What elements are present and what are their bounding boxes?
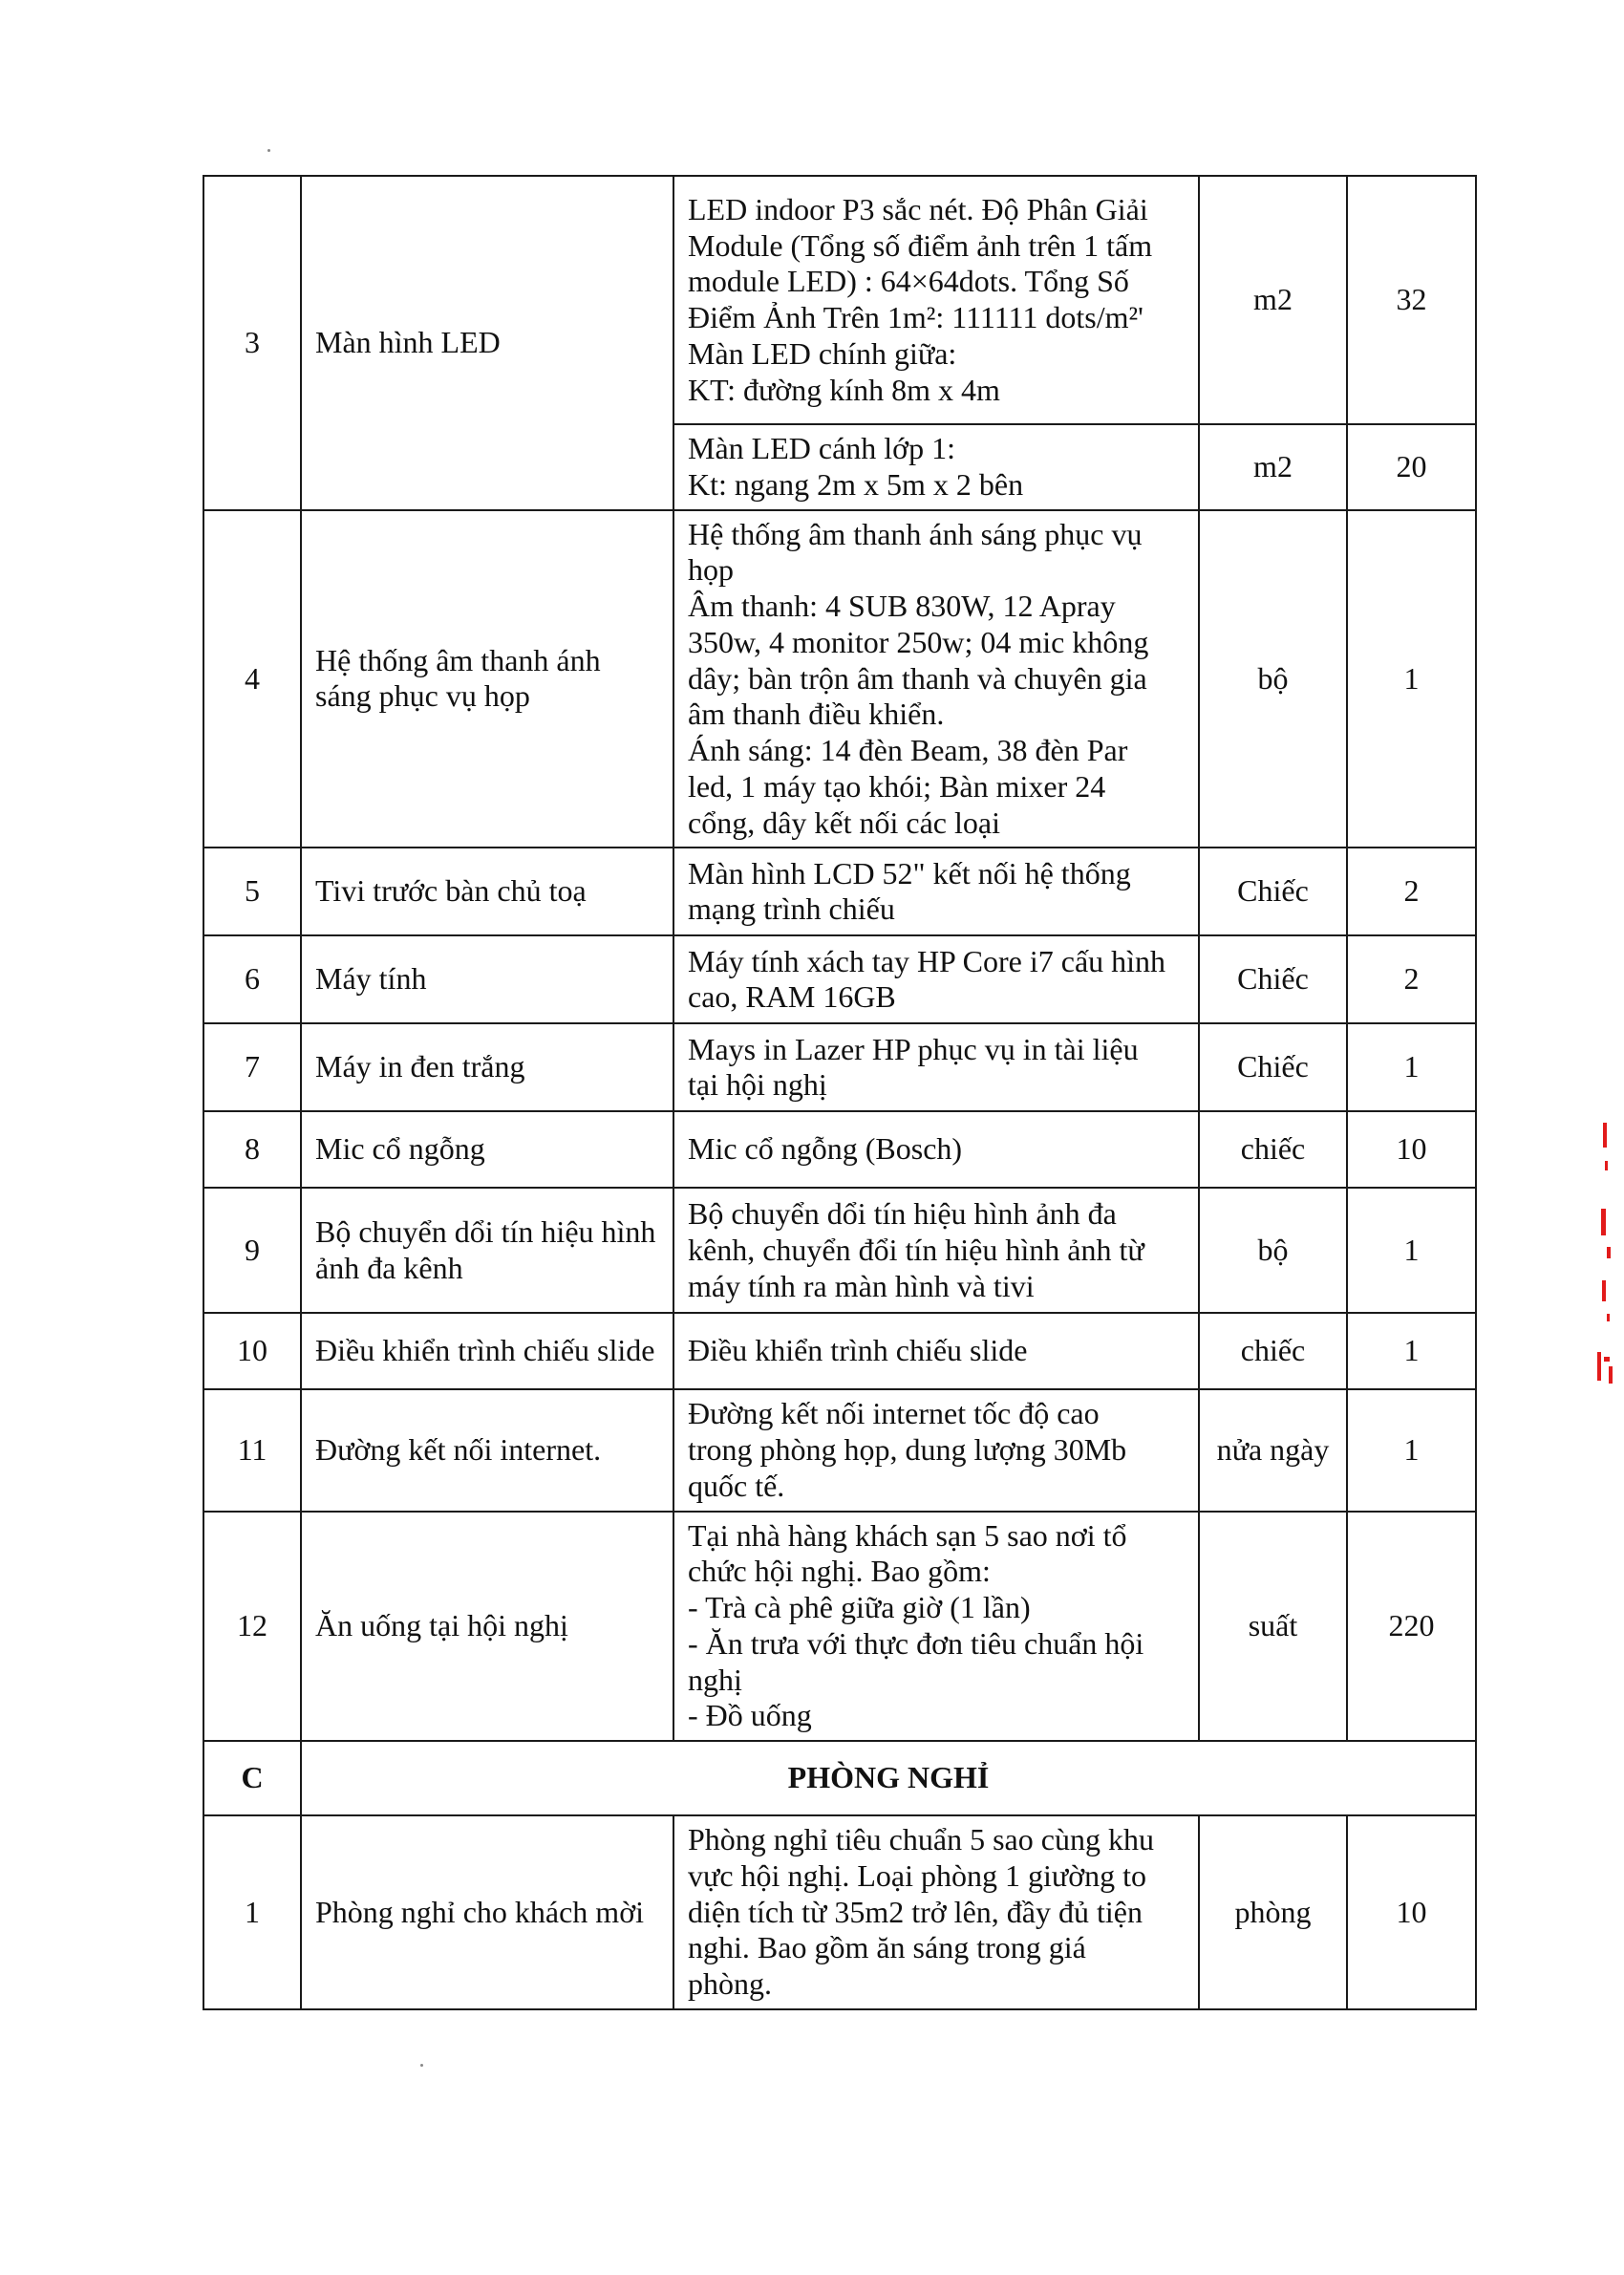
- table-row: [203, 1815, 1476, 2009]
- table-row: [203, 1389, 1476, 1511]
- equipment-table: [203, 175, 1477, 2010]
- item-unit: bộ: [1199, 1188, 1347, 1313]
- item-name: Màn hình LED: [301, 176, 673, 510]
- scan-speck: [420, 2064, 423, 2067]
- item-unit: m2: [1199, 176, 1347, 424]
- item-name: Tivi trước bàn chủ toạ: [301, 848, 673, 935]
- item-description: Tại nhà hàng khách sạn 5 sao nơi tổ chức hội nghị. Bao gồm: - Trà cà phê giữa giờ (1 lần) - Ăn trưa với thực đơn tiêu chuẩn hội nghị - Đồ uống: [673, 1512, 1199, 1742]
- row-number: 4: [203, 510, 301, 848]
- item-name: Máy in đen trắng: [301, 1023, 673, 1111]
- item-description: Đường kết nối internet tốc độ cao trong phòng họp, dung lượng 30Mb quốc tế.: [673, 1389, 1199, 1511]
- row-number: 1: [203, 1815, 301, 2009]
- item-unit: Chiếc: [1199, 935, 1347, 1023]
- item-unit: bộ: [1199, 510, 1347, 848]
- table-row: [203, 1512, 1476, 1742]
- section-letter: C: [203, 1741, 301, 1815]
- row-number: 10: [203, 1313, 301, 1389]
- item-description: Điều khiển trình chiếu slide: [673, 1313, 1199, 1389]
- item-name: Máy tính: [301, 935, 673, 1023]
- item-description: Hệ thống âm thanh ánh sáng phục vụ họp Âm thanh: 4 SUB 830W, 12 Apray 350w, 4 monitor 250w; 04 mic không dây; bàn trộn âm thanh và chuyên gia âm thanh điều khiển. Ánh sáng: 14 đèn Beam, 38 đèn Par led, 1 máy tạo khói; Bàn mixer 24 cổng, dây kết nối các loại: [673, 510, 1199, 848]
- item-quantity: 10: [1347, 1815, 1476, 2009]
- item-description: Mays in Lazer HP phục vụ in tài liệu tại hội nghị: [673, 1023, 1199, 1111]
- item-quantity: 1: [1347, 510, 1476, 848]
- item-name: Mic cổ ngỗng: [301, 1111, 673, 1188]
- item-quantity: 1: [1347, 1023, 1476, 1111]
- item-quantity: 1: [1347, 1389, 1476, 1511]
- item-name: Ăn uống tại hội nghị: [301, 1512, 673, 1742]
- item-quantity: 1: [1347, 1313, 1476, 1389]
- row-number: 11: [203, 1389, 301, 1511]
- item-name: Đường kết nối internet.: [301, 1389, 673, 1511]
- row-number: 12: [203, 1512, 301, 1742]
- item-description: Màn LED cánh lớp 1: Kt: ngang 2m x 5m x 2 bên: [673, 424, 1199, 510]
- row-number: 7: [203, 1023, 301, 1111]
- item-quantity: 2: [1347, 848, 1476, 935]
- item-name: Điều khiển trình chiếu slide: [301, 1313, 673, 1389]
- table-row: [203, 510, 1476, 848]
- table-row: [203, 1111, 1476, 1188]
- row-number: 6: [203, 935, 301, 1023]
- section-title: PHÒNG NGHỈ: [301, 1741, 1476, 1815]
- item-description: Mic cổ ngỗng (Bosch): [673, 1111, 1199, 1188]
- item-quantity: 1: [1347, 1188, 1476, 1313]
- item-description: Màn hình LCD 52" kết nối hệ thống mạng trình chiếu: [673, 848, 1199, 935]
- item-unit: phòng: [1199, 1815, 1347, 2009]
- item-name: Hệ thống âm thanh ánh sáng phục vụ họp: [301, 510, 673, 848]
- item-name: Phòng nghỉ cho khách mời: [301, 1815, 673, 2009]
- item-name: Bộ chuyển dổi tín hiệu hình ảnh đa kênh: [301, 1188, 673, 1313]
- item-quantity: 32: [1347, 176, 1476, 424]
- item-description: Bộ chuyển dổi tín hiệu hình ảnh đa kênh, chuyển đổi tín hiệu hình ảnh từ máy tính ra màn hình và tivi: [673, 1188, 1199, 1313]
- row-number: 5: [203, 848, 301, 935]
- item-quantity: 20: [1347, 424, 1476, 510]
- item-quantity: 220: [1347, 1512, 1476, 1742]
- table-row: [203, 1023, 1476, 1111]
- item-unit: chiếc: [1199, 1313, 1347, 1389]
- item-unit: m2: [1199, 424, 1347, 510]
- table-row: [203, 1313, 1476, 1389]
- row-number: 9: [203, 1188, 301, 1313]
- table-row: [203, 935, 1476, 1023]
- item-unit: Chiếc: [1199, 848, 1347, 935]
- row-number: 8: [203, 1111, 301, 1188]
- item-unit: nửa ngày: [1199, 1389, 1347, 1511]
- item-description: Phòng nghỉ tiêu chuẩn 5 sao cùng khu vực hội nghị. Loại phòng 1 giường to diện tích từ 35m2 trở lên, đầy đủ tiện nghi. Bao gồm ăn sáng trong giá phòng.: [673, 1815, 1199, 2009]
- section-header: [203, 1741, 1476, 1815]
- item-quantity: 10: [1347, 1111, 1476, 1188]
- table-row: [203, 848, 1476, 935]
- item-unit: suất: [1199, 1512, 1347, 1742]
- item-unit: Chiếc: [1199, 1023, 1347, 1111]
- table-row: [203, 1188, 1476, 1313]
- item-quantity: 2: [1347, 935, 1476, 1023]
- item-description: Máy tính xách tay HP Core i7 cấu hình cao, RAM 16GB: [673, 935, 1199, 1023]
- item-unit: chiếc: [1199, 1111, 1347, 1188]
- row-number: 3: [203, 176, 301, 510]
- scan-speck: [267, 149, 270, 152]
- table-row: [203, 176, 1476, 424]
- item-description: LED indoor P3 sắc nét. Độ Phân Giải Module (Tổng số điểm ảnh trên 1 tấm module LED) : 64×64dots. Tổng Số Điểm Ảnh Trên 1m²: 111111 dots/m²' Màn LED chính giữa: KT: đường kính 8m x 4m: [673, 176, 1199, 424]
